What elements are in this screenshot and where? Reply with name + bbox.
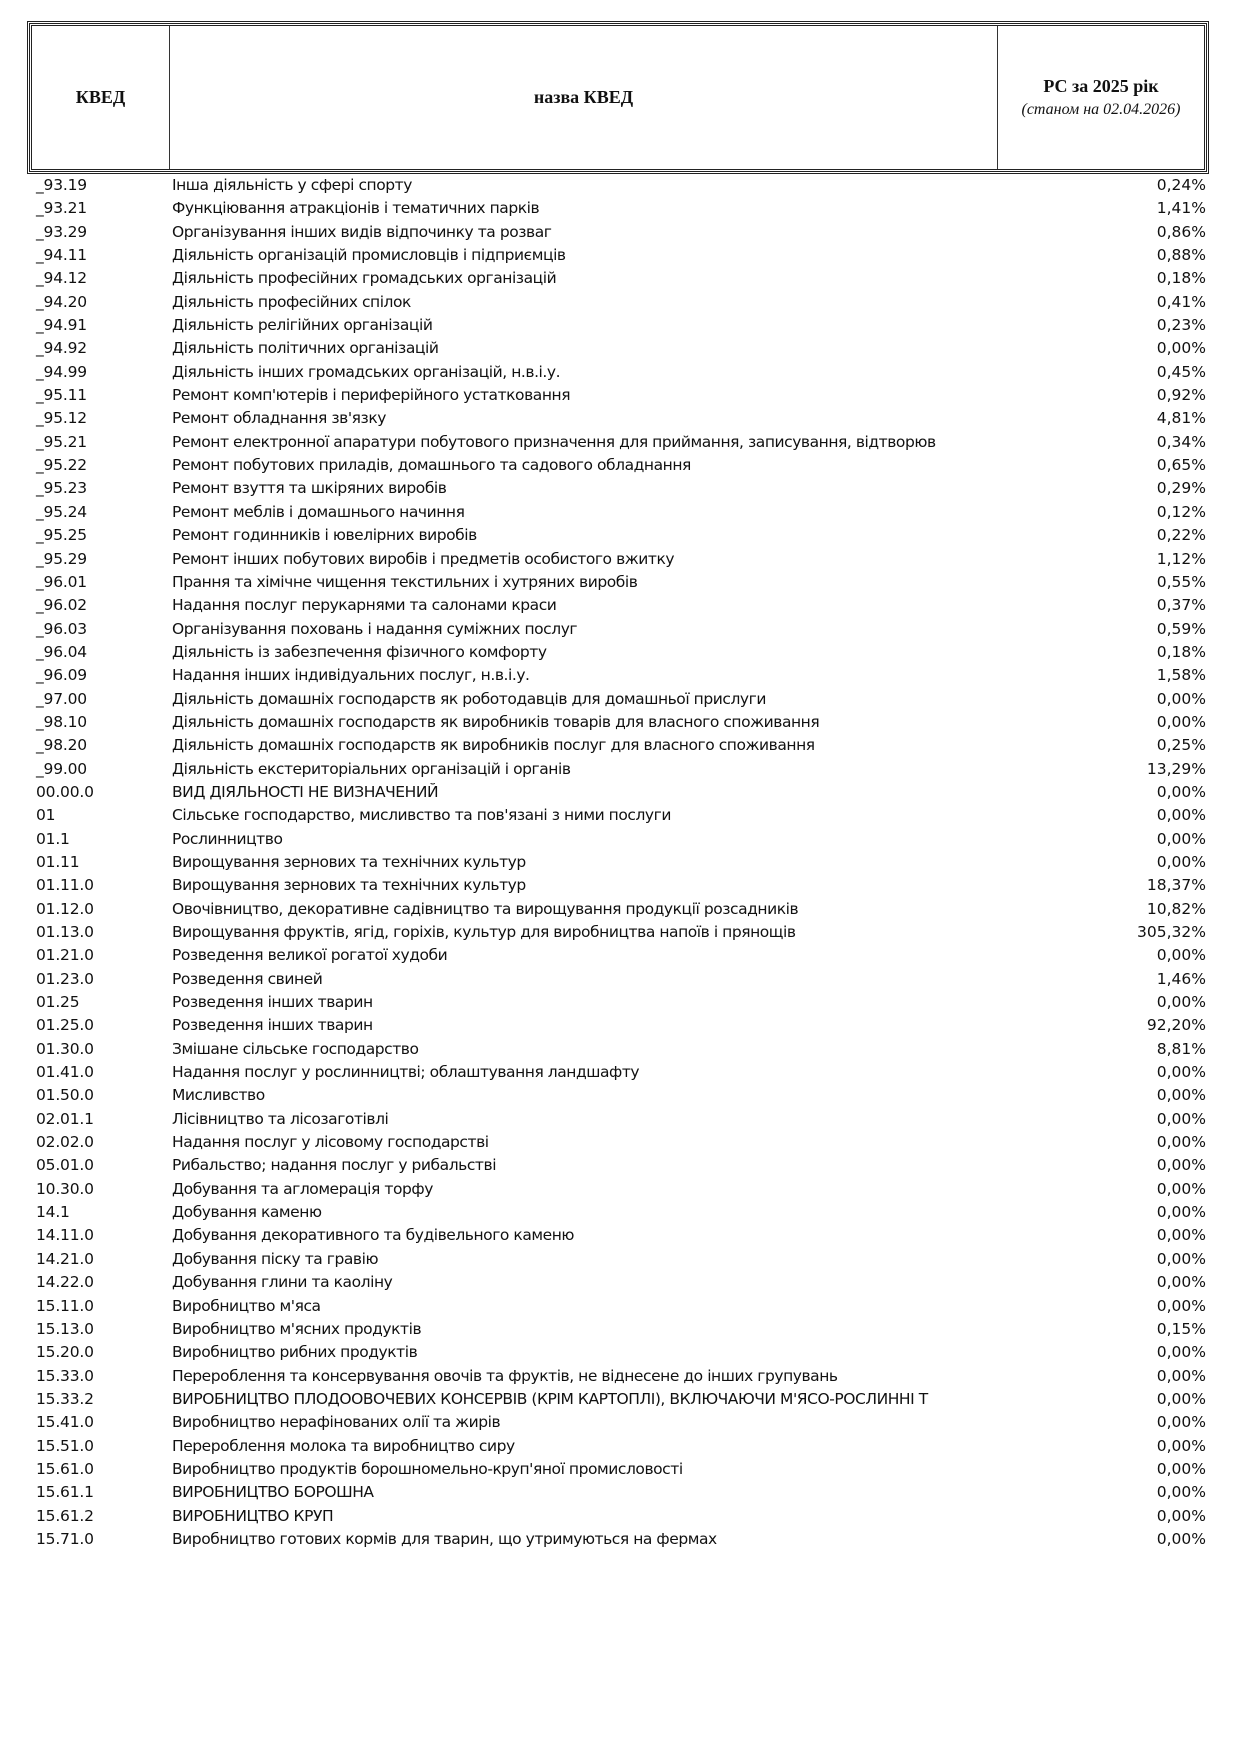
kved-name-cell: Виробництво готових кормів для тварин, що утримуються на фермах <box>172 1529 717 1548</box>
table-row <box>0 244 1240 267</box>
kved-code-cell: _95.21 <box>36 432 87 451</box>
value-cell: 0,00% <box>1156 1203 1206 1222</box>
table-row <box>0 688 1240 711</box>
value-cell: 0,00% <box>1156 712 1206 731</box>
kved-code-cell: 01.1 <box>36 829 70 848</box>
kved-code-cell: _96.02 <box>36 596 87 615</box>
value-cell: 0,45% <box>1156 362 1206 381</box>
value-cell: 0,55% <box>1156 572 1206 591</box>
table-row <box>0 758 1240 781</box>
value-cell: 13,29% <box>1146 759 1206 778</box>
value-cell: 0,00% <box>1156 1109 1206 1128</box>
table-row <box>0 1178 1240 1201</box>
kved-code-cell: _93.29 <box>36 222 87 241</box>
kved-code-cell: _95.29 <box>36 549 87 568</box>
kved-code-cell: 15.33.2 <box>36 1389 94 1408</box>
table-row <box>0 454 1240 477</box>
value-cell: 0,00% <box>1156 1366 1206 1385</box>
table-row <box>0 898 1240 921</box>
table-row <box>0 337 1240 360</box>
kved-name-cell: Виробництво нерафінованих олії та жирів <box>172 1413 501 1432</box>
kved-code-cell: 15.13.0 <box>36 1319 94 1338</box>
kved-code-cell: 00.00.0 <box>36 782 94 801</box>
kved-name-cell: Діяльність релігійних організацій <box>172 316 433 335</box>
value-cell: 0,00% <box>1156 1483 1206 1502</box>
kved-name-cell: Ремонт побутових приладів, домашнього та садового обладнання <box>172 456 691 475</box>
value-cell: 0,00% <box>1156 806 1206 825</box>
value-cell: 0,00% <box>1156 1273 1206 1292</box>
value-cell: 0,00% <box>1156 829 1206 848</box>
kved-code-cell: 14.22.0 <box>36 1273 94 1292</box>
kved-name-cell: Виробництво продуктів борошномельно-круп'яної промисловості <box>172 1459 683 1478</box>
kved-name-cell: Виробництво м'яса <box>172 1296 321 1315</box>
table-row <box>0 1014 1240 1037</box>
value-cell: 0,18% <box>1156 642 1206 661</box>
header-value-subtitle: (станом на 02.04.2026) <box>1021 101 1181 118</box>
kved-name-cell: Діяльність із забезпечення фізичного комфорту <box>172 642 547 661</box>
kved-code-cell: 14.21.0 <box>36 1249 94 1268</box>
kved-code-cell: 01.13.0 <box>36 923 94 941</box>
table-row <box>0 361 1240 384</box>
header-cell-value <box>998 26 1204 169</box>
kved-name-cell: Ремонт годинників і ювелірних виробів <box>172 526 477 545</box>
kved-code-cell: 15.71.0 <box>36 1529 94 1548</box>
kved-name-cell: Діяльність професійних спілок <box>172 292 411 311</box>
value-cell: 0,88% <box>1156 246 1206 265</box>
kved-code-cell: _95.24 <box>36 502 87 521</box>
value-cell: 0,00% <box>1156 1506 1206 1525</box>
kved-name-cell: Ремонт комп'ютерів і периферійного устатковання <box>172 386 571 405</box>
value-cell: 4,81% <box>1156 409 1206 428</box>
table-row <box>0 711 1240 734</box>
kved-code-cell: 01.25 <box>36 993 80 1012</box>
table-row <box>0 734 1240 757</box>
value-cell: 18,37% <box>1146 876 1206 895</box>
table-row <box>0 991 1240 1014</box>
table-row <box>0 1388 1240 1411</box>
table-row <box>0 477 1240 500</box>
header-cell-kved <box>32 26 170 169</box>
kved-name-cell: Рибальство; надання послуг у рибальстві <box>172 1156 497 1175</box>
kved-name-cell: ВИД ДІЯЛЬНОСТІ НЕ ВИЗНАЧЕНИЙ <box>172 782 439 801</box>
kved-name-cell: Діяльність політичних організацій <box>172 339 439 358</box>
value-cell: 0,00% <box>1156 689 1206 708</box>
value-cell: 0,00% <box>1156 1133 1206 1152</box>
kved-code-cell: 10.30.0 <box>36 1179 94 1198</box>
table-row <box>0 174 1240 197</box>
kved-code-cell: 15.11.0 <box>36 1296 94 1315</box>
kved-code-cell: _93.19 <box>36 176 87 194</box>
table-row <box>0 407 1240 430</box>
table-row <box>0 1481 1240 1504</box>
kved-name-cell: Функціювання атракціонів і тематичних парків <box>172 199 540 218</box>
kved-name-cell: Добування та агломерація торфу <box>172 1179 433 1198</box>
kved-name-cell: Організування поховань і надання суміжних послуг <box>172 619 578 638</box>
kved-name-cell: Діяльність домашніх господарств як виробників товарів для власного споживання <box>172 712 820 731</box>
kved-code-cell: 01.11.0 <box>36 876 94 895</box>
kved-code-cell: 15.61.1 <box>36 1483 94 1502</box>
kved-code-cell: 01.30.0 <box>36 1039 94 1058</box>
kved-code-cell: 02.02.0 <box>36 1133 94 1152</box>
table-row <box>0 548 1240 571</box>
kved-code-cell: 01.50.0 <box>36 1086 94 1105</box>
kved-name-cell: Лісівництво та лісозаготівлі <box>172 1109 389 1128</box>
kved-code-cell: _99.00 <box>36 759 87 778</box>
kved-code-cell: _95.12 <box>36 409 87 428</box>
kved-code-cell: 15.41.0 <box>36 1413 94 1432</box>
kved-code-cell: 15.20.0 <box>36 1343 94 1362</box>
kved-name-cell: Надання інших індивідуальних послуг, н.в.і.у. <box>172 666 530 685</box>
table-row <box>0 1411 1240 1434</box>
kved-code-cell: 14.1 <box>36 1203 70 1222</box>
table-row <box>0 1295 1240 1318</box>
table-body <box>0 174 1240 1551</box>
kved-name-cell: Добування піску та гравію <box>172 1249 379 1268</box>
table-row <box>0 571 1240 594</box>
kved-name-cell: Змішане сільське господарство <box>172 1039 419 1058</box>
kved-name-cell: Розведення інших тварин <box>172 1016 373 1035</box>
kved-code-cell: _94.12 <box>36 269 87 288</box>
kved-name-cell: Діяльність домашніх господарств як виробників послуг для власного споживання <box>172 736 815 755</box>
kved-name-cell: Надання послуг у рослинництві; облаштування ландшафту <box>172 1063 640 1082</box>
kved-code-cell: 01.23.0 <box>36 969 94 988</box>
kved-name-cell: Діяльність екстериторіальних організацій і органів <box>172 759 571 778</box>
value-cell: 0,34% <box>1156 432 1206 451</box>
value-cell: 0,15% <box>1156 1319 1206 1338</box>
kved-code-cell: _93.21 <box>36 199 87 218</box>
kved-code-cell: _96.03 <box>36 619 87 638</box>
kved-code-cell: 01.11 <box>36 852 80 871</box>
kved-name-cell: ВИРОБНИЦТВО ПЛОДООВОЧЕВИХ КОНСЕРВІВ (КРІМ КАРТОПЛІ), ВКЛЮЧАЮЧИ М'ЯСО-РОСЛИННІ Т <box>172 1389 928 1408</box>
kved-name-cell: Розведення інших тварин <box>172 993 373 1012</box>
kved-code-cell: 14.11.0 <box>36 1226 94 1245</box>
kved-name-cell: Добування глини та каоліну <box>172 1273 393 1292</box>
kved-name-cell: Овочівництво, декоративне садівництво та вирощування продукції розсадників <box>172 899 799 918</box>
value-cell: 92,20% <box>1146 1016 1206 1035</box>
kved-code-cell: _98.20 <box>36 736 87 755</box>
kved-name-cell: Перероблення та консервування овочів та фруктів, не віднесене до інших групувань <box>172 1366 838 1385</box>
kved-name-cell: Ремонт електронної апаратури побутового призначення для приймання, записування, відтворюв <box>172 432 936 451</box>
table-row <box>0 1154 1240 1177</box>
table-row <box>0 1435 1240 1458</box>
value-cell: 0,29% <box>1156 479 1206 498</box>
kved-code-cell: 02.01.1 <box>36 1109 94 1128</box>
value-cell: 1,41% <box>1156 199 1206 218</box>
value-cell: 0,00% <box>1156 1226 1206 1245</box>
value-cell: 0,00% <box>1156 1063 1206 1082</box>
value-cell: 0,00% <box>1156 1086 1206 1105</box>
value-cell: 0,41% <box>1156 292 1206 311</box>
value-cell: 8,81% <box>1156 1039 1206 1058</box>
kved-code-cell: _97.00 <box>36 689 87 708</box>
kved-code-cell: 01.41.0 <box>36 1063 94 1082</box>
kved-code-cell: _94.20 <box>36 292 87 311</box>
table-row <box>0 921 1240 944</box>
table-row <box>0 804 1240 827</box>
value-cell: 0,00% <box>1156 1296 1206 1315</box>
value-cell: 0,00% <box>1156 1389 1206 1408</box>
table-row <box>0 1458 1240 1481</box>
table-row <box>0 1201 1240 1224</box>
kved-code-cell: 15.51.0 <box>36 1436 94 1455</box>
header-kved-name-label: назва КВЕД <box>533 87 634 107</box>
kved-code-cell: 15.61.2 <box>36 1506 94 1525</box>
kved-name-cell: Виробництво рибних продуктів <box>172 1343 418 1362</box>
kved-code-cell: 15.33.0 <box>36 1366 94 1385</box>
value-cell: 0,23% <box>1156 316 1206 335</box>
value-cell: 0,00% <box>1156 946 1206 965</box>
kved-code-cell: _96.09 <box>36 666 87 685</box>
value-cell: 0,92% <box>1156 386 1206 405</box>
kved-name-cell: Вирощування фруктів, ягід, горіхів, культур для виробництва напоїв і прянощів <box>172 923 796 941</box>
table-row <box>0 1365 1240 1388</box>
kved-name-cell: Ремонт інших побутових виробів і предметів особистого вжитку <box>172 549 675 568</box>
kved-code-cell: _95.22 <box>36 456 87 475</box>
value-cell: 0,00% <box>1156 1529 1206 1548</box>
value-cell: 0,24% <box>1156 176 1206 194</box>
table-row <box>0 1084 1240 1107</box>
value-cell: 10,82% <box>1146 899 1206 918</box>
header-cell-kved-name <box>170 26 998 169</box>
kved-name-cell: Ремонт обладнання зв'язку <box>172 409 386 428</box>
value-cell: 0,00% <box>1156 1436 1206 1455</box>
value-cell: 0,00% <box>1156 1459 1206 1478</box>
kved-name-cell: Діяльність інших громадських організацій, н.в.і.у. <box>172 362 561 381</box>
kved-name-cell: Діяльність домашніх господарств як роботодавців для домашньої прислуги <box>172 689 766 708</box>
kved-code-cell: _98.10 <box>36 712 87 731</box>
kved-code-cell: 01 <box>36 806 56 825</box>
kved-code-cell: _94.11 <box>36 246 87 265</box>
table-row <box>0 1271 1240 1294</box>
kved-name-cell: Прання та хімічне чищення текстильних і хутряних виробів <box>172 572 638 591</box>
kved-code-cell: _96.01 <box>36 572 87 591</box>
table-row <box>0 1505 1240 1528</box>
value-cell: 0,22% <box>1156 526 1206 545</box>
kved-code-cell: 15.61.0 <box>36 1459 94 1478</box>
value-cell: 0,00% <box>1156 1249 1206 1268</box>
value-cell: 0,12% <box>1156 502 1206 521</box>
table-row <box>0 501 1240 524</box>
kved-name-cell: Організування інших видів відпочинку та розваг <box>172 222 552 241</box>
table-row <box>0 664 1240 687</box>
kved-name-cell: Рослинництво <box>172 829 283 848</box>
kved-code-cell: 01.21.0 <box>36 946 94 965</box>
value-cell: 0,00% <box>1156 1179 1206 1198</box>
kved-name-cell: Перероблення молока та виробництво сиру <box>172 1436 515 1455</box>
table-row <box>0 1318 1240 1341</box>
kved-code-cell: _95.11 <box>36 386 87 405</box>
value-cell: 0,00% <box>1156 782 1206 801</box>
table-row <box>0 874 1240 897</box>
kved-name-cell: Ремонт взуття та шкіряних виробів <box>172 479 447 498</box>
kved-code-cell: 01.12.0 <box>36 899 94 918</box>
kved-name-cell: Діяльність професійних громадських організацій <box>172 269 557 288</box>
table-row <box>0 1341 1240 1364</box>
kved-name-cell: Вирощування зернових та технічних культур <box>172 852 526 871</box>
table-row <box>0 1131 1240 1154</box>
kved-name-cell: Мисливство <box>172 1086 265 1105</box>
table-row <box>0 291 1240 314</box>
table-row <box>0 1248 1240 1271</box>
kved-name-cell: ВИРОБНИЦТВО КРУП <box>172 1506 334 1525</box>
value-cell: 0,65% <box>1156 456 1206 475</box>
value-cell: 1,12% <box>1156 549 1206 568</box>
value-cell: 1,46% <box>1156 969 1206 988</box>
kved-code-cell: _95.25 <box>36 526 87 545</box>
kved-name-cell: Діяльність організацій промисловців і підприємців <box>172 246 566 265</box>
value-cell: 0,86% <box>1156 222 1206 241</box>
value-cell: 0,18% <box>1156 269 1206 288</box>
kved-name-cell: Надання послуг у лісовому господарстві <box>172 1133 489 1152</box>
kved-code-cell: 05.01.0 <box>36 1156 94 1175</box>
kved-name-cell: Надання послуг перукарнями та салонами краси <box>172 596 557 615</box>
kved-code-cell: _95.23 <box>36 479 87 498</box>
kved-name-cell: Вирощування зернових та технічних культур <box>172 876 526 895</box>
value-cell: 0,00% <box>1156 1343 1206 1362</box>
table-row <box>0 221 1240 244</box>
value-cell: 0,59% <box>1156 619 1206 638</box>
value-cell: 0,00% <box>1156 339 1206 358</box>
value-cell: 1,58% <box>1156 666 1206 685</box>
table-row <box>0 197 1240 220</box>
table-row <box>0 384 1240 407</box>
kved-code-cell: 01.25.0 <box>36 1016 94 1035</box>
value-cell: 0,00% <box>1156 993 1206 1012</box>
value-cell: 0,25% <box>1156 736 1206 755</box>
kved-name-cell: Сільське господарство, мисливство та пов'язані з ними послуги <box>172 806 671 825</box>
kved-code-cell: _94.91 <box>36 316 87 335</box>
table-row <box>0 594 1240 617</box>
header-kved-label: КВЕД <box>75 87 126 107</box>
table-row <box>0 828 1240 851</box>
kved-name-cell: Добування каменю <box>172 1203 322 1222</box>
kved-code-cell: _94.99 <box>36 362 87 381</box>
table-row <box>0 314 1240 337</box>
table-row <box>0 851 1240 874</box>
kved-name-cell: Добування декоративного та будівельного каменю <box>172 1226 574 1245</box>
kved-name-cell: Виробництво м'ясних продуктів <box>172 1319 422 1338</box>
header-value-title: РС за 2025 рік <box>1043 76 1159 96</box>
table-row <box>0 1224 1240 1247</box>
table-row <box>0 1061 1240 1084</box>
value-cell: 305,32% <box>1137 923 1206 941</box>
table-row <box>0 968 1240 991</box>
value-cell: 0,00% <box>1156 1413 1206 1432</box>
table-row <box>0 267 1240 290</box>
value-cell: 0,00% <box>1156 852 1206 871</box>
table-row <box>0 1108 1240 1131</box>
kved-code-cell: _94.92 <box>36 339 87 358</box>
table-header <box>29 23 1207 172</box>
kved-name-cell: Ремонт меблів і домашнього начиння <box>172 502 465 521</box>
table-row <box>0 524 1240 547</box>
table-row <box>0 781 1240 804</box>
table-row <box>0 1038 1240 1061</box>
table-row <box>0 944 1240 967</box>
table-row <box>0 431 1240 454</box>
kved-name-cell: ВИРОБНИЦТВО БОРОШНА <box>172 1483 374 1502</box>
table-row <box>0 641 1240 664</box>
table-row <box>0 1528 1240 1551</box>
value-cell: 0,37% <box>1156 596 1206 615</box>
kved-name-cell: Інша діяльність у сфері спорту <box>172 176 412 194</box>
value-cell: 0,00% <box>1156 1156 1206 1175</box>
table-row <box>0 618 1240 641</box>
kved-name-cell: Розведення великої рогатої худоби <box>172 946 448 965</box>
kved-code-cell: _96.04 <box>36 642 87 661</box>
kved-name-cell: Розведення свиней <box>172 969 323 988</box>
